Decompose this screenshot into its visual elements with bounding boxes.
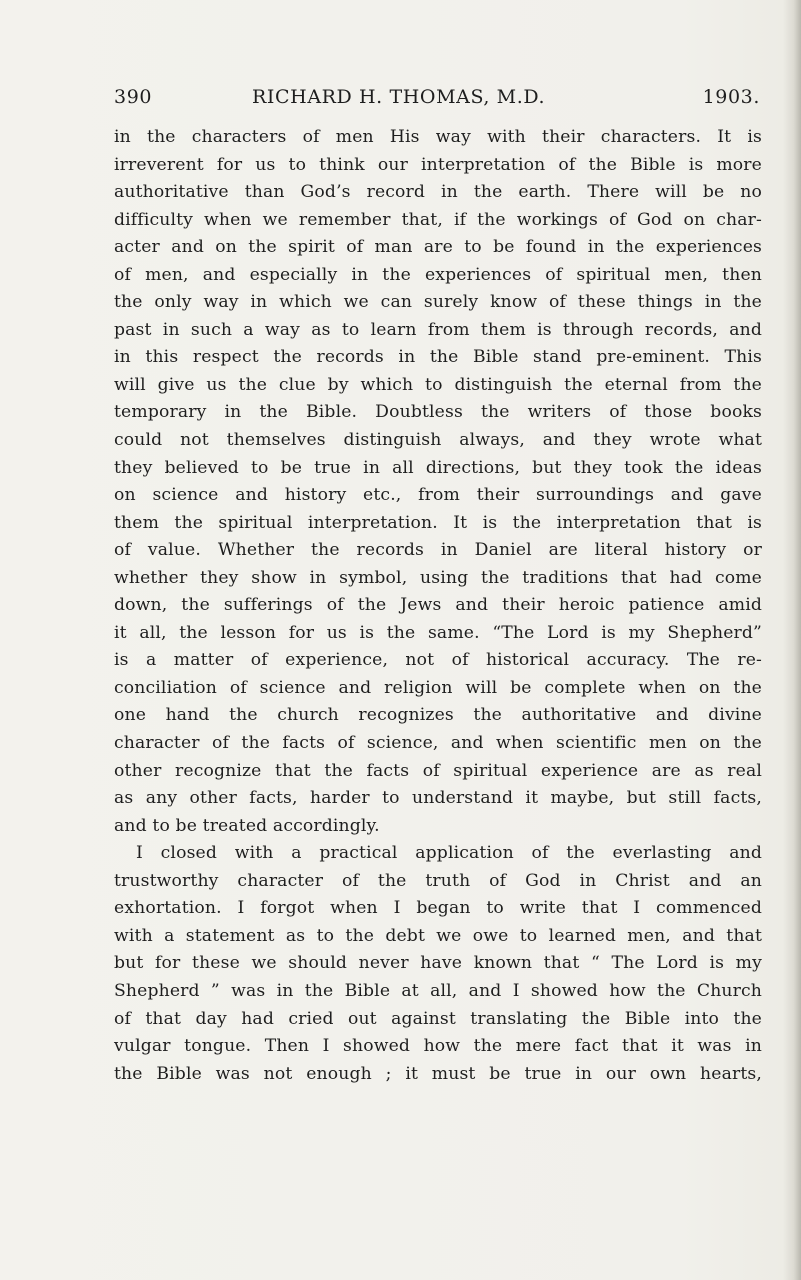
text-line: and to be treated accordingly. [114,815,380,836]
text-line: it all, the lesson for us is the same. “The Lord is my Shepherd” [114,622,762,643]
text-line: with a statement as to the debt we owe to learned men, and that [114,925,762,946]
text-line: on science and history etc., from their surroundings and gave [114,485,762,506]
text-line: character of the facts of science, and when scientific men on the [114,733,762,754]
text-line: difficulty when we remember that, if the workings of God on char- [114,209,762,230]
text-line: irreverent for us to think our interpretation of the Bible is more [114,154,762,175]
text-line: the only way in which we can surely know of these things in the [114,292,762,313]
text-line: of men, and especially in the experiences of spiritual men, then [114,264,762,285]
paragraph-2 [114,840,762,1088]
text-line: of that day had cried out against translating the Bible into the [114,1008,762,1029]
text-line: vulgar tongue. Then I showed how the mere fact that it was in [114,1036,762,1057]
text-line: but for these we should never have known that “ The Lord is my [114,953,762,974]
text-line: in this respect the records in the Bible stand pre-eminent. This [114,347,762,368]
text-line: conciliation of science and religion will be complete when on the [114,677,762,698]
text-line: temporary in the Bible. Doubtless the writers of those books [114,402,762,423]
text-line: acter and on the spirit of man are to be found in the experiences [114,237,762,258]
running-header [114,86,760,116]
paragraph-1 [114,124,762,840]
text-line: trustworthy character of the truth of God in Christ and an [114,870,762,891]
text-line: in the characters of men His way with their characters. It is [114,127,762,147]
text-line: down, the sufferings of the Jews and their heroic patience amid [114,595,762,616]
text-line: is a matter of experience, not of historical accuracy. The re- [114,650,762,671]
page-number: 390 [114,86,153,108]
text-line: of value. Whether the records in Daniel are literal history or [114,540,762,561]
text-line: exhortation. I forgot when I began to write that I commenced [114,898,762,919]
text-line: as any other facts, harder to understand it maybe, but still facts, [114,788,762,809]
text-line: could not themselves distinguish always, and they wrote what [114,430,762,451]
page-edge-shadow [783,0,801,1280]
text-line: them the spiritual interpretation. It is the interpretation that is [114,512,762,533]
text-line: Shepherd ” was in the Bible at all, and I showed how the Church [114,980,762,1001]
text-line: authoritative than God’s record in the earth. There will be no [114,182,762,203]
text-line: past in such a way as to learn from them is through records, and [114,319,762,340]
text-line: they believed to be true in all directions, but they took the ideas [114,457,762,478]
text-line: other recognize that the facts of spiritual experience are as real [114,760,762,781]
text-line: whether they show in symbol, using the traditions that had come [114,567,762,588]
text-line: will give us the clue by which to distinguish the eternal from the [114,374,762,395]
text-line: I closed with a practical application of the everlasting and [136,843,762,864]
header-year: 1903. [702,86,760,108]
text-line: one hand the church recognizes the authoritative and divine [114,705,762,726]
running-title: RICHARD H. THOMAS, M.D. [252,86,546,108]
text-line: the Bible was not enough ; it must be true in our own hearts, [114,1063,762,1084]
body-text [114,124,762,1088]
